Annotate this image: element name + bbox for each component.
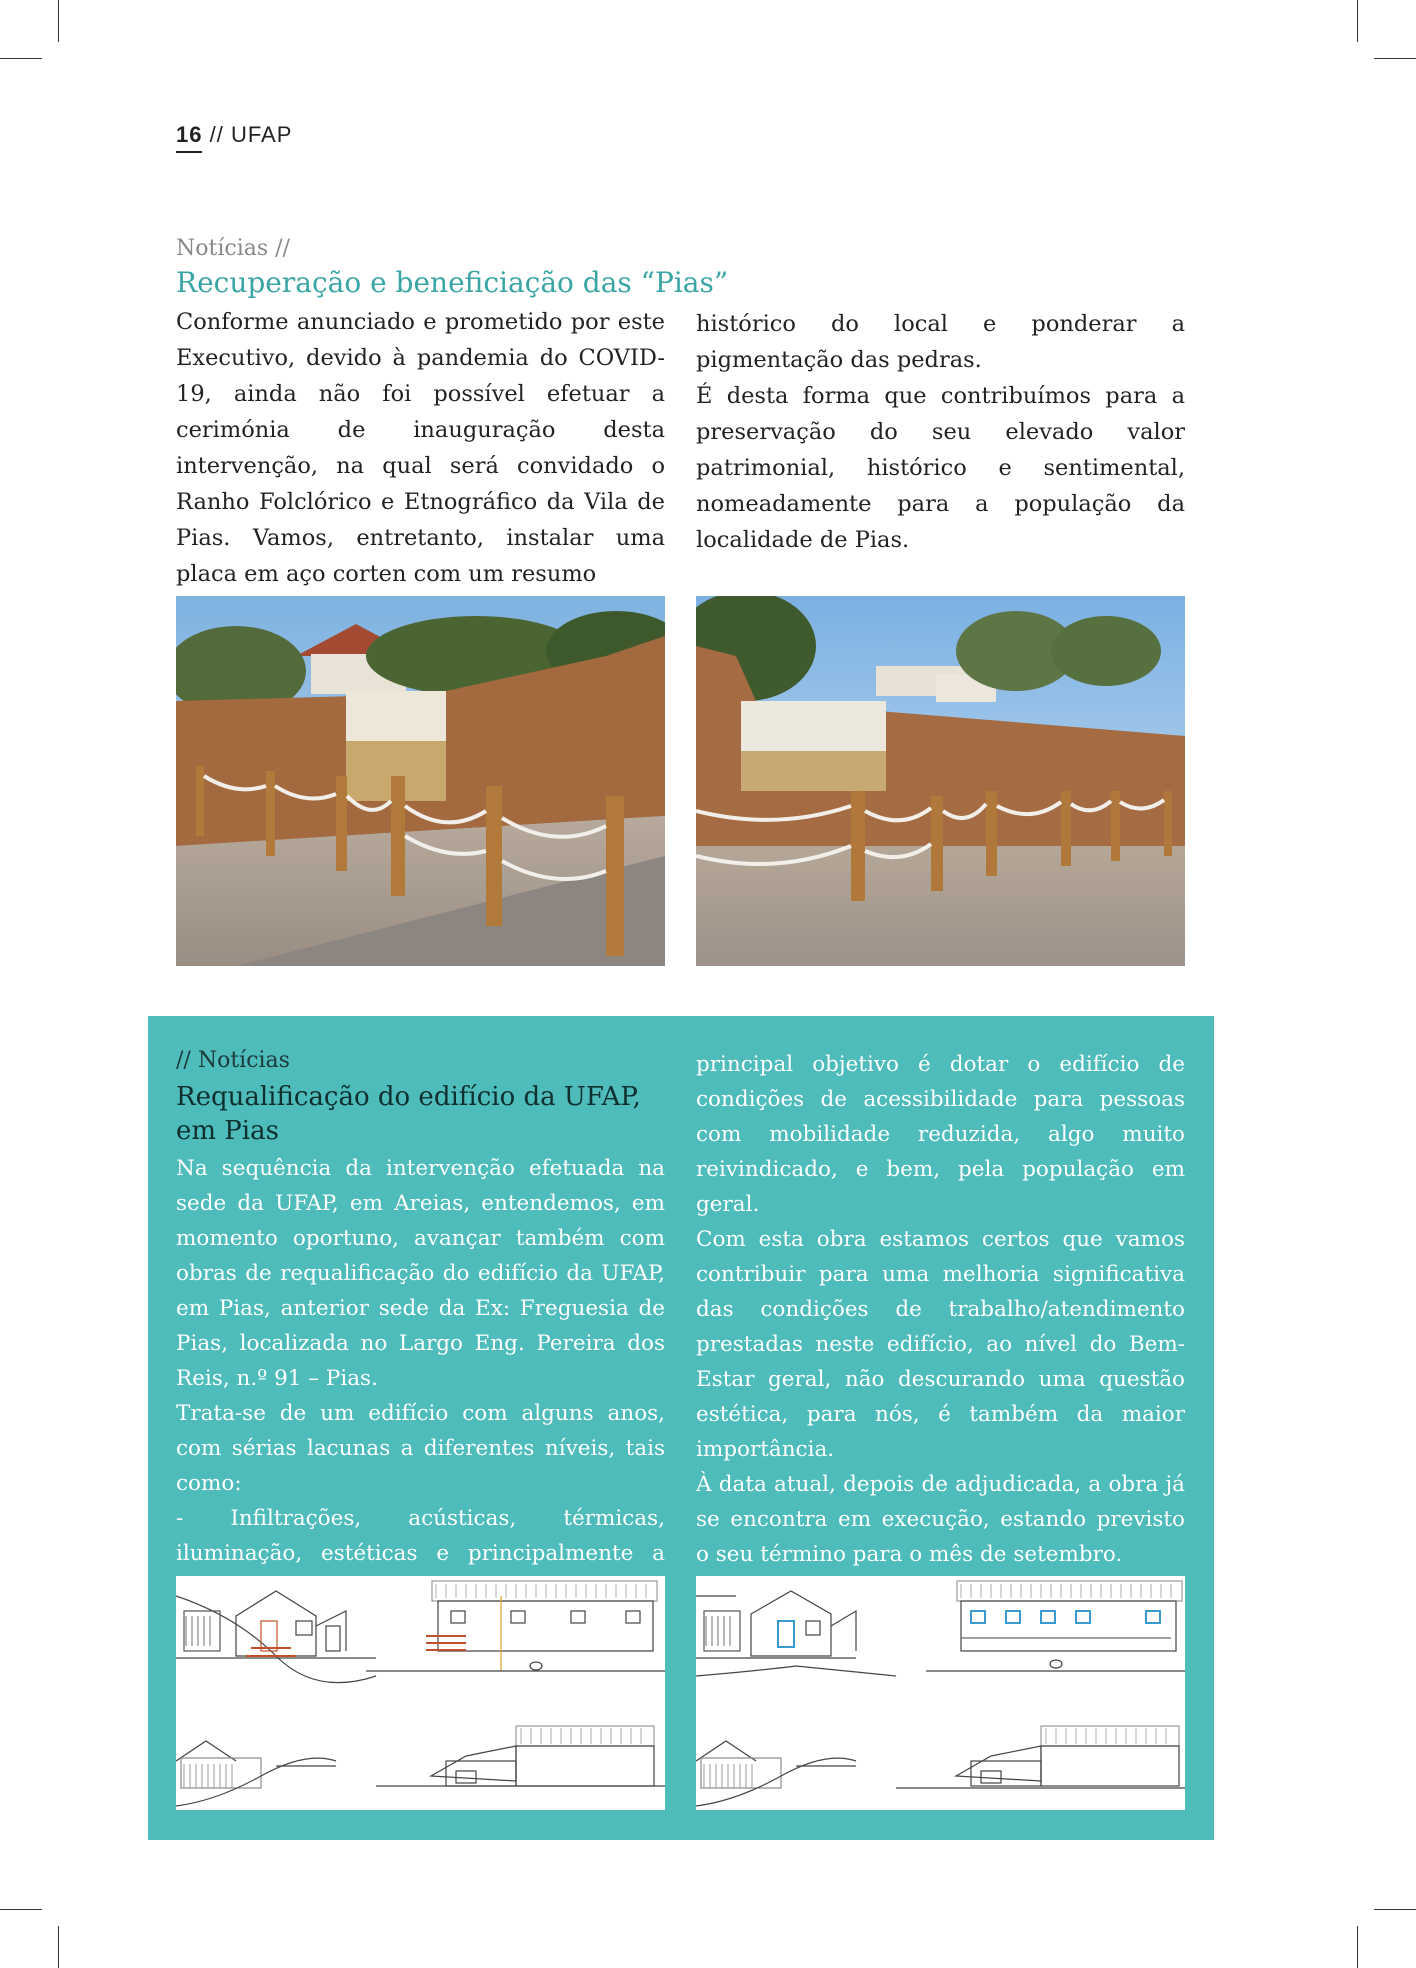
article2-title [176, 1080, 641, 1148]
article2-col-right [696, 1047, 1185, 1572]
page-number: 16 [176, 122, 202, 153]
architectural-drawing-after [696, 1576, 1185, 1810]
architectural-drawing-before [176, 1576, 665, 1810]
paragraph: - Infiltrações, acústicas, térmicas, iluminação, estéticas e principalmente a [176, 1506, 665, 1566]
article2-title-line2: em Pias [176, 1116, 279, 1146]
crop-mark [1357, 0, 1358, 42]
paragraph: Conforme anunciado e prometido por este Executivo, devido à pandemia do COVID-19, ainda não foi possível efetuar a cerimónia de inauguração desta intervenção, na qual será convidado o Ranho Folclórico e Etnográfico da Vila de Pias. Vamos, entretanto, instalar uma placa em aço corten com um resumo [176, 309, 665, 587]
crop-mark [1374, 58, 1416, 59]
paragraph: À data atual, depois de adjudicada, a obra já se encontra em execução, estando previsto o seu término para o mês de setembro. [696, 1472, 1185, 1567]
article2-title-line1: Requalificação do edifício da UFAP, [176, 1082, 641, 1112]
crop-mark [0, 1909, 42, 1910]
crop-mark [58, 1926, 59, 1968]
crop-mark [58, 0, 59, 42]
crop-mark [0, 58, 42, 59]
article1-title: Recuperação e beneficiação das “Pias” [176, 266, 729, 299]
article1-col-left [176, 304, 665, 592]
paragraph: Trata-se de um edifício com alguns anos, com sérias lacunas a diferentes níveis, tais como: [176, 1401, 665, 1496]
crop-mark [1374, 1909, 1416, 1910]
paragraph: histórico do local e ponderar a pigmentação das pedras. [696, 311, 1185, 373]
page-header [176, 122, 292, 148]
photo-pias-left [176, 596, 665, 966]
paragraph: Na sequência da intervenção efetuada na sede da UFAP, em Areias, entendemos, em momento oportuno, avançar também com obras de requalificação do edifício da UFAP, em Pias, anterior sede da Ex: Freguesia de Pias, localizada no Largo Eng. Pereira dos Reis, n.º 91 – Pias. [176, 1156, 665, 1391]
article1-col-right [696, 306, 1185, 558]
paragraph: É desta forma que contribuímos para a preservação do seu elevado valor patrimonial, histórico e sentimental, nomeadamente para a população da localidade de Pias. [696, 383, 1185, 553]
paragraph: principal objetivo é dotar o edifício de condições de acessibilidade para pessoas com mobilidade reduzida, algo muito reivindicado, e bem, pela população em geral. [696, 1052, 1185, 1217]
photo-pias-right [696, 596, 1185, 966]
article2-kicker: // Notícias [176, 1048, 290, 1073]
section-name: // UFAP [209, 122, 293, 147]
article1-kicker: Notícias // [176, 236, 290, 261]
paragraph: Com esta obra estamos certos que vamos contribuir para uma melhoria significativa das condições de trabalho/atendimento prestadas neste edifício, ao nível do Bem-Estar geral, não descurando uma questão estética, para nós, é também da maior importância. [696, 1227, 1185, 1462]
crop-mark [1357, 1926, 1358, 1968]
